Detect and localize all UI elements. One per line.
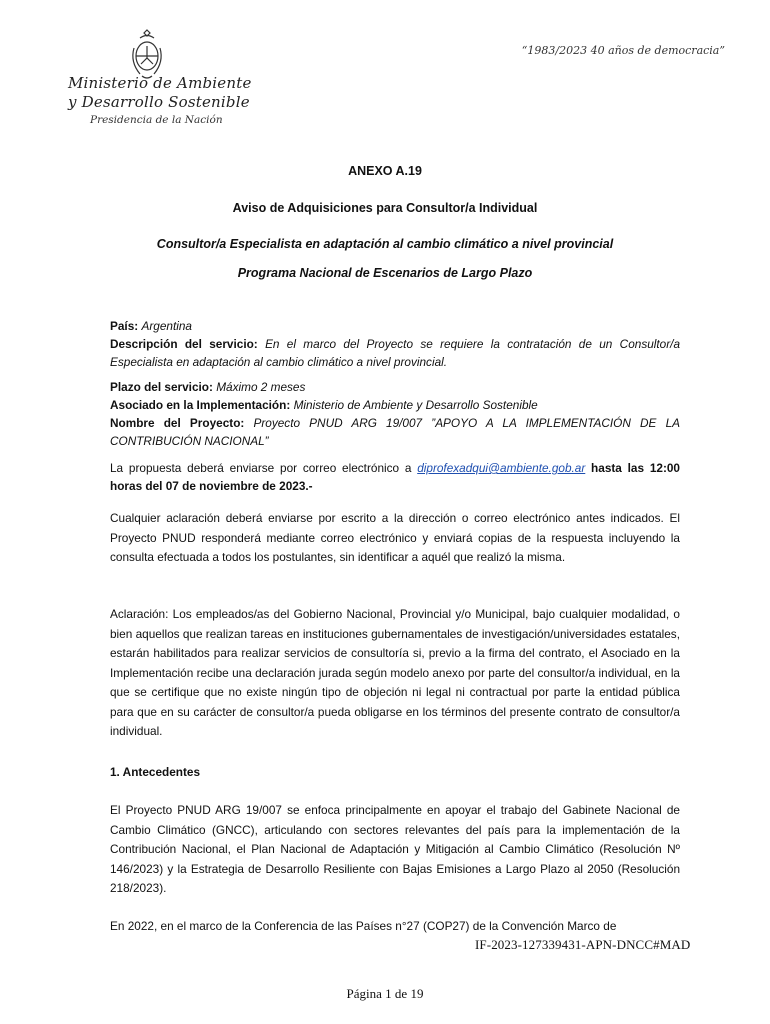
- project-line: [110, 414, 680, 450]
- submission-deadline: hasta las 12:00 horas del 07 de noviembre de 2023.-: [110, 461, 680, 493]
- partner-line: [110, 396, 680, 414]
- term-label: Plazo del servicio:: [110, 380, 213, 394]
- annex-title: ANEXO A.19: [348, 164, 422, 178]
- partner-value: Ministerio de Ambiente y Desarrollo Sostenible: [293, 398, 538, 412]
- background-paragraph: El Proyecto PNUD ARG 19/007 se enfoca principalmente en apoyar el trabajo del Gabinete Nacional de Cambio Climático (GNCC), articulando con sectores relevantes del país para la implementación de la Contribución Nacional, el Plan Nacional de Adaptación y Mitigación al Cambio Climático (Resolución Nº 146/2023) y la Estrategia de Desarrollo Resiliente con Bajas Emisiones a Largo Plazo al 2050 (Resolución 218/2023).: [110, 803, 680, 895]
- submission-paragraph: [110, 459, 680, 495]
- project-value: Proyecto PNUD ARG 19/007 ”APOYO A LA IMPLEMENTACIÓN DE LA CONTRIBUCIÓN NACIONAL”: [110, 416, 680, 448]
- section-1-heading: 1. Antecedentes: [110, 765, 201, 779]
- country-line: [110, 317, 680, 335]
- country-value: Argentina: [141, 319, 192, 333]
- ministry-name: [68, 74, 252, 112]
- submission-text: La propuesta deberá enviarse por correo electrónico a: [110, 461, 418, 475]
- ministry-line-1: Ministerio de Ambiente: [68, 74, 252, 92]
- page-number: Página 1 de 19: [346, 986, 424, 1001]
- ministry-line-2: y Desarrollo Sostenible: [68, 93, 250, 111]
- details-block-1: [110, 317, 680, 371]
- email-link[interactable]: diprofexadqui@ambiente.gob.ar: [417, 461, 586, 475]
- term-line: [110, 378, 680, 396]
- presidency-label: Presidencia de la Nación: [90, 114, 223, 126]
- notice-title: Aviso de Adquisiciones para Consultor/a Individual: [232, 201, 538, 215]
- project-label: Nombre del Proyecto:: [110, 416, 245, 430]
- program-title: Programa Nacional de Escenarios de Largo Plazo: [237, 266, 533, 280]
- country-label: País:: [110, 319, 139, 333]
- ministry-logo: [68, 26, 268, 136]
- cop27-paragraph: En 2022, en el marco de la Conferencia de las Países n°27 (COP27) de la Convención Marco de: [110, 919, 617, 933]
- document-id: IF-2023-127339431-APN-DNCC#MAD: [475, 937, 691, 952]
- anniversary-motto: “1983/2023 40 años de democracia”: [521, 44, 725, 57]
- service-description: [110, 335, 680, 371]
- service-desc-value: En el marco del Proyecto se requiere la contratación de un Consultor/a Especialista en adaptación al cambio climático a nivel provincial.: [110, 337, 681, 369]
- clarifications-paragraph: Cualquier aclaración deberá enviarse por escrito a la dirección o correo electrónico antes indicados. El Proyecto PNUD responderá mediante correo electrónico y enviará copias de la respuesta incluyendo la consulta efectuada a todos los postulantes, sin identificar a aquél que realizó la misma.: [110, 511, 680, 564]
- details-block-2: [110, 378, 680, 450]
- service-desc-label: Descripción del servicio:: [110, 337, 258, 351]
- position-title: Consultor/a Especialista en adaptación al cambio climático a nivel provincial: [156, 237, 614, 251]
- term-value: Máximo 2 meses: [216, 380, 306, 394]
- partner-label: Asociado en la Implementación:: [110, 398, 291, 412]
- note-paragraph: Aclaración: Los empleados/as del Gobierno Nacional, Provincial y/o Municipal, bajo cualquier modalidad, o bien aquellos que realizan tareas en instituciones gubernamentales de investigación/universidades estatales, estarán habilitados para realizar servicios de consultoría si, previo a la firma del contrato, el Asociado en la Implementación recibe una declaración jurada según modelo anexo por parte del consultor/a individual, en la que se certifique que no existe ningún tipo de objeción ni legal ni contractual por parte la entidad pública para que en su carácter de consultor/a pueda obligarse en los términos del presente contrato de consultor/a individual.: [110, 607, 680, 738]
